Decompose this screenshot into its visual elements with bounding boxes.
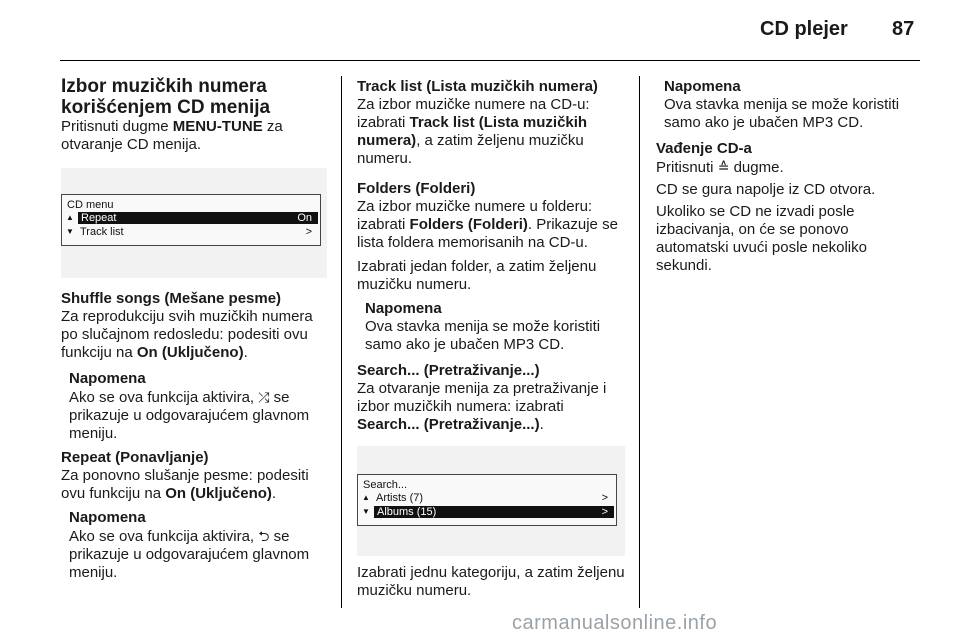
menu-row-value: On [297,212,312,224]
folders-paragraph [357,198,625,252]
intro-paragraph [61,118,327,154]
cd-menu-title: CD menu [67,199,114,211]
cd-menu-display [61,194,321,246]
eject-text: Pritisnuti [656,159,718,176]
repeat-text-end: . [271,485,277,502]
note-text [69,527,327,582]
folders-heading: Folders (Folderi) [357,180,476,197]
menu-row-label: Track list [80,226,124,238]
tracklist-text-end: , a zatim željenu muzičku numeru. [357,132,584,167]
search-label: Search... (Pretraživanje...) [357,416,540,433]
folders-text: Za izbor muzičke numere u folderu: izabrati [357,198,593,233]
eject-heading: Vađenje CD-a [656,140,752,157]
menu-row-label: Repeat [78,212,318,224]
column-divider-right [639,76,640,608]
column-divider-left [341,76,342,608]
note-folders [357,300,625,354]
repeat-icon: ⮌ [258,528,270,544]
note-repeat [61,509,327,582]
note-shuffle [61,370,327,443]
chevron-right-icon: > [305,226,312,238]
eject-icon: ≙ [717,159,730,175]
section-heading-cd-menu: Izbor muzičkih numera korišćenjem CD menija [61,76,271,118]
shuffle-text-end: . [243,344,248,361]
chevron-right-icon: > [601,506,608,518]
cd-menu-screenshot [61,168,327,278]
menu-tune-label: MENU-TUNE [172,118,263,135]
tracklist-paragraph [357,96,625,168]
note-text: Ova stavka menija se može koristiti samo ako je ubačen MP3 CD. [664,96,900,131]
shuffle-paragraph [61,308,327,362]
note-text-b: se prikazuje u odgovarajućem glavnom meniju. [69,528,310,581]
note-title: Napomena [664,78,741,95]
search-heading: Search... (Pretraživanje...) [357,362,540,379]
note-title: Napomena [69,370,146,387]
header-divider [60,60,920,61]
watermark: carmanualsonline.info [512,612,718,634]
search-menu-display [357,474,617,526]
note-text: Ova stavka menija se može koristiti samo ako je ubačen MP3 CD. [365,318,601,353]
intro-text-end: za otvaranje CD menija. [61,118,283,153]
tracklist-heading: Track list (Lista muzičkih numera) [357,78,598,95]
chapter-title: CD plejer [760,18,848,40]
column-3 [656,78,922,275]
page-number: 87 [892,18,915,40]
shuffle-on-label: On (Uključeno) [136,344,244,361]
folders-label: Folders (Folderi) [409,216,528,233]
menu-row-label: Albums (15) [374,506,614,518]
column-1 [61,76,327,582]
note-title: Napomena [69,509,146,526]
tracklist-label: Track list (Lista muzičkih numera) [357,114,588,149]
search-text-end: . [539,416,544,433]
tracklist-text: Za izbor muzičke numere na CD-u: izabrati [357,96,590,131]
up-arrow-icon: ▲ [66,213,74,222]
category-paragraph: Izabrati jednu kategoriju, a zatim željenu muzičku numeru. [357,564,625,599]
shuffle-icon: ⤮ [258,389,270,405]
up-arrow-icon: ▲ [362,493,370,502]
shuffle-text: Za reprodukciju svih muzičkih numera po slučajnom redosledu: podesiti ovu funkciju na [61,308,313,361]
note-title: Napomena [365,300,442,317]
eject-paragraph-2: CD se gura napolje iz CD otvora. [656,181,876,198]
repeat-text: Za ponovno slušanje pesme: podesiti ovu funkciju na [61,467,309,502]
note-text-a: Ako se ova funkcija aktivira, [69,528,259,545]
column-2 [357,78,625,600]
folders-text-end: . Prikazuje se lista foldera memorisanih na CD-u. [357,216,618,251]
search-text: Za otvaranje menija za pretraživanje i izbor muzičkih numera: izabrati [357,380,607,415]
repeat-heading: Repeat (Ponavljanje) [61,449,209,466]
search-menu-screenshot [357,446,625,556]
search-menu-title: Search... [363,479,408,491]
chevron-right-icon: > [601,492,608,504]
menu-row-artists [360,492,614,504]
repeat-paragraph [61,467,327,503]
note-text-a: Ako se ova funkcija aktivira, [69,389,259,406]
menu-row-repeat [64,212,318,224]
note-text-b: se prikazuje u odgovarajućem glavnom meniju. [69,389,310,442]
folders-paragraph-2: Izabrati jedan folder, a zatim željenu muzičku numeru. [357,258,597,293]
shuffle-heading: Shuffle songs (Mešane pesme) [61,290,282,307]
repeat-on-label: On (Uključeno) [165,485,272,502]
search-paragraph [357,380,625,434]
eject-text-end: dugme. [729,159,784,176]
eject-paragraph-3: Ukoliko se CD ne izvadi posle izbacivanja, on će se ponovo automatski uvući posle nekoliko sekundi. [656,203,867,274]
note-text [69,388,327,443]
menu-row-albums [360,506,614,518]
down-arrow-icon: ▼ [362,507,370,516]
down-arrow-icon: ▼ [66,227,74,236]
note-mp3 [656,78,922,132]
menu-row-track-list [64,226,318,238]
eject-paragraph [656,158,922,177]
menu-row-label: Artists (7) [376,492,424,504]
intro-text: Pritisnuti dugme [61,118,173,135]
